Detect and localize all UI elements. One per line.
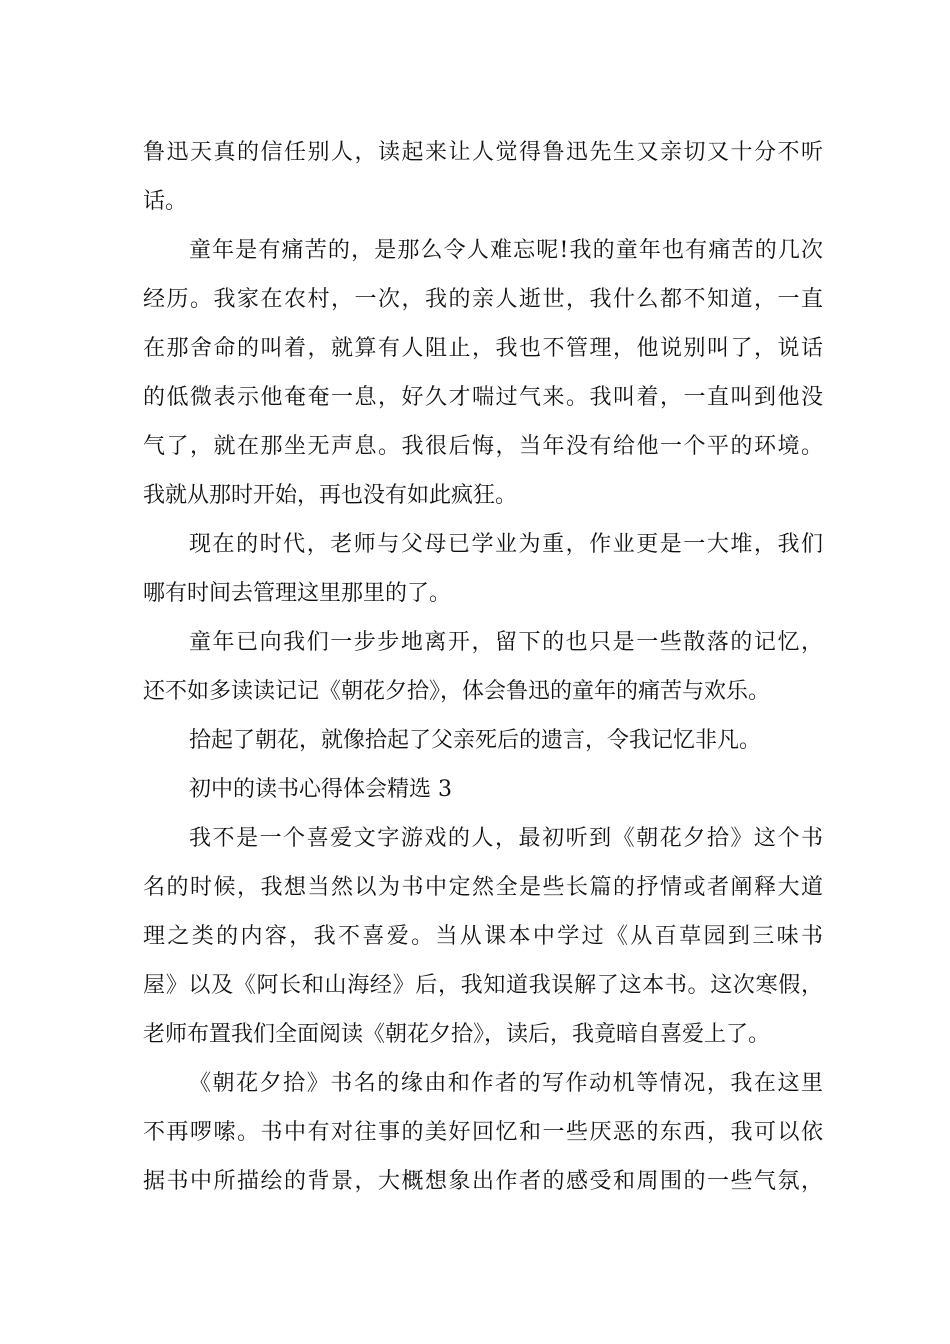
- text-line: 不再啰嗦。书中有对往事的美好回忆和一些厌恶的东西，我可以依: [143, 1120, 823, 1145]
- text-line: 屋》以及《阿长和山海经》后，我知道我误解了这本书。这次寒假，: [143, 973, 823, 998]
- paragraph-first-line: 我不是一个喜爱文字游戏的人，最初听到《朝花夕拾》这个书: [189, 826, 823, 851]
- paragraph-first-line: 童年是有痛苦的，是那么令人难忘呢!我的童年也有痛苦的几次: [189, 238, 823, 263]
- paragraph-first-line: 拾起了朝花，就像拾起了父亲死后的遗言，令我记忆非凡。: [189, 728, 762, 753]
- paragraph-first-line: 《朝花夕拾》书名的缘由和作者的写作动机等情况，我在这里: [189, 1071, 823, 1096]
- document-body: [143, 128, 823, 1206]
- text-line: 理之类的内容，我不喜爱。当从课本中学过《从百草园到三味书: [143, 924, 823, 949]
- paragraph-first-line: 现在的时代，老师与父母已学业为重，作业更是一大堆，我们: [189, 532, 823, 557]
- paragraph-first-line: 童年已向我们一步步地离开，留下的也只是一些散落的记忆，: [189, 630, 823, 655]
- text-line: 还不如多读读记记《朝花夕拾》，体会鲁迅的童年的痛苦与欢乐。: [143, 679, 771, 704]
- text-line: 的低微表示他奄奄一息，好久才喘过气来。我叫着，一直叫到他没: [143, 385, 823, 410]
- text-line: 经历。我家在农村，一次，我的亲人逝世，我什么都不知道，一直: [143, 287, 823, 312]
- text-line: 我就从那时开始，再也没有如此疯狂。: [143, 483, 518, 508]
- text-line: 在那舍命的叫着，就算有人阻止，我也不管理，他说别叫了，说话: [143, 336, 823, 361]
- text-line: 话。: [143, 189, 188, 214]
- text-line: 鲁迅天真的信任别人，读起来让人觉得鲁迅先生又亲切又十分不听: [143, 140, 823, 165]
- text-line: 名的时候，我想当然以为书中定然全是些长篇的抒情或者阐释大道: [143, 875, 823, 900]
- text-line: 老师布置我们全面阅读《朝花夕拾》，读后，我竟暗自喜爱上了。: [143, 1022, 771, 1047]
- text-line: 哪有时间去管理这里那里的了。: [143, 581, 452, 606]
- text-line: 气了，就在那坐无声息。我很后悔，当年没有给他一个平的环境。: [143, 434, 823, 459]
- section-heading: 初中的读书心得体会精选 3: [189, 777, 452, 802]
- text-line: 据书中所描绘的背景，大概想象出作者的感受和周围的一些气氛，: [143, 1169, 823, 1194]
